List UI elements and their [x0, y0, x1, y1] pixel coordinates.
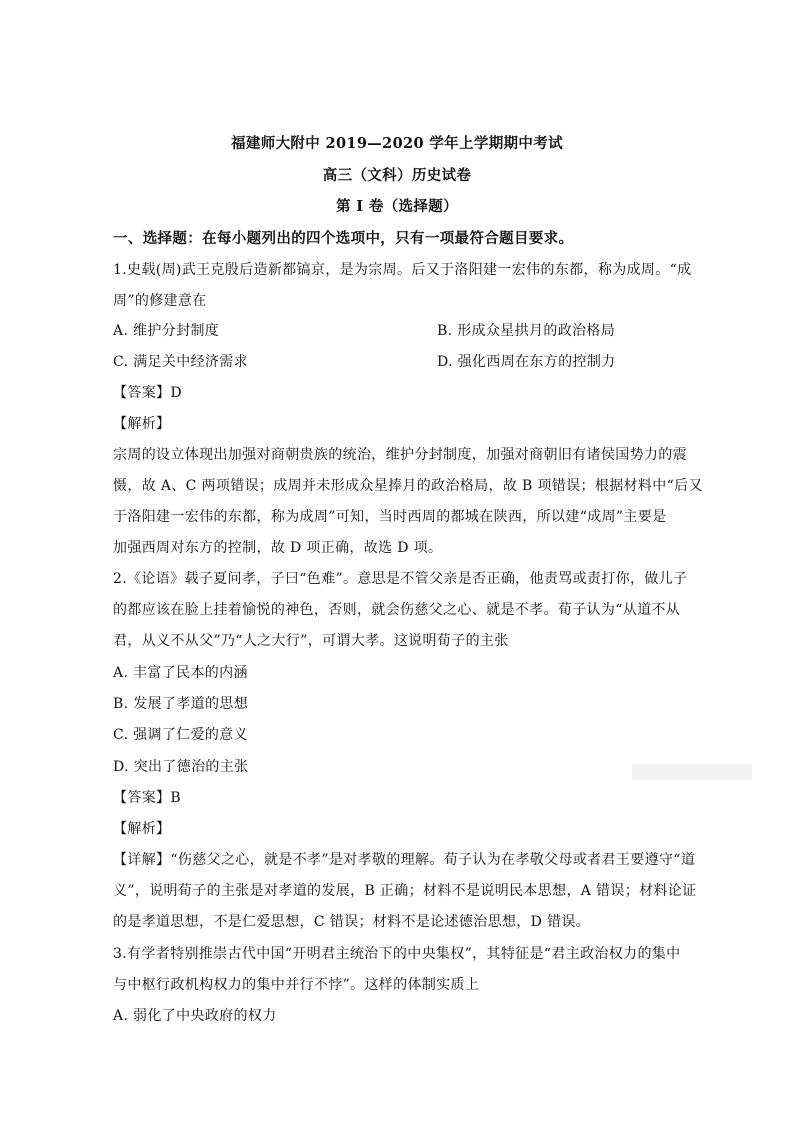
volume-heading: 第 Ⅰ 卷（选择题） — [336, 198, 458, 215]
q1-answer: 【答案】D — [113, 385, 182, 401]
q1-stem-line-2: 周”的修建意在 — [113, 293, 207, 309]
q3-stem-line-2: 与中枢行政机构权力的集中并行不悖”。这样的体制实质上 — [113, 977, 480, 993]
q2-option-d: D. 突出了德治的主张 — [113, 759, 249, 775]
q1-analysis-line-2: 慑，故 A、C 两项错误；成周并未形成众星捧月的政治格局，故 B 项错误；根据材料中“后又 — [113, 478, 703, 494]
q1-analysis-line-3: 于洛阳建一宏伟的东都，称为成周”可知，当时西周的都城在陕西，所以建“成周”主要是 — [113, 509, 667, 525]
q2-stem-line-1: 2.《论语》载子夏问孝，子曰“色难”。意思是不管父亲是否正确，他责骂或责打你，做儿子 — [113, 571, 688, 587]
q2-analysis-line-3: 的是孝道思想，不是仁爱思想，C 错误；材料不是论述德治思想，D 错误。 — [113, 914, 591, 930]
q2-answer: 【答案】B — [113, 790, 182, 806]
q1-analysis-line-4: 加强西周对东方的控制，故 D 项正确，故选 D 项。 — [113, 540, 443, 556]
watermark-mark — [630, 758, 760, 788]
q2-analysis-line-2: 义”，说明荀子的主张是对孝道的发展，B 正确；材料不是说明民本思想，A 错误；材料论证 — [113, 883, 697, 899]
q3-option-a: A. 弱化了中央政府的权力 — [113, 1008, 277, 1024]
section-instructions: 一、选择题：在每小题列出的四个选项中，只有一项最符合题目要求。 — [113, 230, 574, 247]
exam-title: 福建师大附中 2019—2020 学年上学期期中考试 — [231, 135, 563, 152]
q2-stem-line-3: 君，从义不从父”乃“人之大行”，可谓大孝。这说明荀子的主张 — [113, 633, 509, 649]
exam-subtitle: 高三（文科）历史试卷 — [322, 167, 472, 184]
q1-analysis-line-1: 宗周的设立体现出加强对商朝贵族的统治，维护分封制度，加强对商朝旧有诸侯国势力的震 — [113, 447, 687, 463]
q2-option-b: B. 发展了孝道的思想 — [113, 696, 249, 712]
q2-stem-line-2: 的都应该在脸上挂着愉悦的神色，否则，就会伤慈父之心、就是不孝。荀子认为“从道不从 — [113, 602, 681, 618]
q1-option-b: B. 形成众星拱月的政治格局 — [437, 323, 616, 339]
q2-analysis-label: 【解析】 — [113, 821, 171, 837]
q2-analysis-line-1: 【详解】“伤慈父之心，就是不孝”是对孝敬的理解。荀子认为在孝敬父母或者君王要遵守“道 — [113, 852, 696, 868]
q1-analysis-label: 【解析】 — [113, 416, 171, 432]
q3-stem-line-1: 3.有学者特别推崇古代中国“开明君主统治下的中央集权”，其特征是“君主政治权力的集中 — [113, 946, 681, 962]
q2-option-a: A. 丰富了民本的内涵 — [113, 665, 248, 681]
q1-stem-line-1: 1.史载(周)武王克殷后造新都镐京，是为宗周。后又于洛阳建一宏伟的东都，称为成周。“成 — [113, 262, 692, 278]
q1-option-c: C. 满足关中经济需求 — [113, 354, 248, 370]
q2-option-c: C. 强调了仁爱的意义 — [113, 727, 248, 743]
q1-option-a: A. 维护分封制度 — [113, 323, 220, 339]
q1-option-d: D. 强化西周在东方的控制力 — [437, 354, 616, 370]
